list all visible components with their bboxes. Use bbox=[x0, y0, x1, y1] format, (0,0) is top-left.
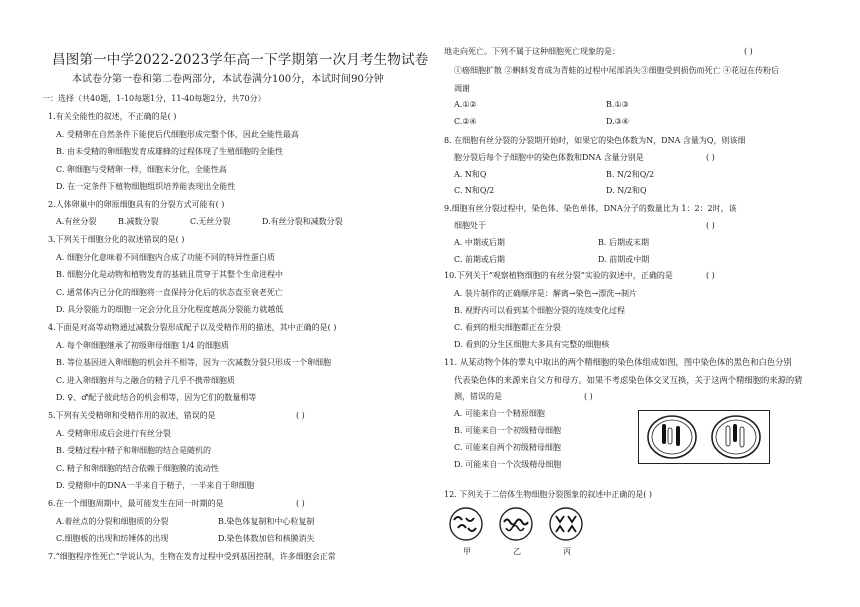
option-d: D.有丝分裂和减数分裂 bbox=[262, 217, 343, 226]
question-stem-cont: 代表染色体的来源来自父方和母方。如果不考虑染色体交叉互换，关于这两个精细胞的来源的猜 bbox=[454, 375, 803, 385]
option-a: A. 细胞分化意味着不同细胞内合成了功能不同的特异性蛋白质 bbox=[56, 253, 275, 262]
option-b: B. 后期或末期 bbox=[598, 238, 649, 247]
option-b: B. 等位基因进入卵细胞的机会并不相等，因为一次减数分裂只形成一个卵细胞 bbox=[56, 358, 331, 367]
question-stem: 4.下面是对高等动物通过减数分裂形成配子以及受精作用的描述，其中正确的是( ) bbox=[48, 323, 337, 332]
option-c: C. 通常体内已分化的细胞将一直保持分化后的状态直至衰老死亡 bbox=[56, 288, 283, 297]
option-c: C. 精子和卵细胞的结合依赖于细胞膜的流动性 bbox=[56, 464, 219, 473]
answer-paren: ( ) bbox=[584, 392, 593, 401]
question-stem: 7.“细胞程序性死亡”学说认为，生物在发育过程中受到基因控制，许多细胞会正常 bbox=[48, 552, 336, 561]
option-c: C. 卵细胞与受精卵一样，细胞未分化，全能性高 bbox=[56, 165, 227, 174]
option-a: A. 受精卵形成后会进行有丝分裂 bbox=[56, 429, 171, 438]
option-c: C.无丝分裂 bbox=[190, 217, 231, 226]
figure-label-bing: 丙 bbox=[563, 547, 571, 556]
option-d: D.染色体数加倍和核膜消失 bbox=[218, 534, 315, 543]
option-a: A. 可能来自一个精原细胞 bbox=[454, 409, 545, 418]
answer-paren: ( ) bbox=[706, 153, 715, 162]
option-d: D. 在一定条件下植物细胞组织培养能表现出全能性 bbox=[56, 182, 236, 191]
question-stem: 8. 在细胞有丝分裂的分裂期开始时，如果它的染色体数为N，DNA 含量为Q，则该细 bbox=[444, 136, 746, 145]
option-d: D. 具分裂能力的细胞一定会分化且分化程度越高分裂能力就越低 bbox=[56, 305, 284, 314]
question-stem-cont: 测，错误的是 bbox=[454, 392, 502, 401]
section-heading: 一：选择（共40题，1-10每题1分，11-40每题2分，共70分） bbox=[42, 94, 266, 103]
question-stem: 10.下列关于“观察植物细胞的有丝分裂”实验的叙述中，正确的是 bbox=[444, 271, 673, 280]
option-d: D. 可能来自一个次级精母细胞 bbox=[454, 460, 562, 469]
option-d: D. ♀、♂配子彼此结合的机会相等，因为它们的数量相等 bbox=[56, 393, 257, 402]
question-stem: 2.人体卵巢中的卵原细胞具有的分裂方式可能有( ) bbox=[48, 200, 225, 209]
option-a: A. N和Q bbox=[454, 170, 487, 179]
option-d: D. 受精卵中的DNA一半来自于精子，一半来自于卵细胞 bbox=[56, 481, 255, 490]
option-d: D.③④ bbox=[606, 117, 630, 126]
question-stem: 地走向死亡。下列不属于这种细胞死亡现象的是： bbox=[444, 47, 620, 56]
page-title: 昌图第一中学2022-2023学年高一下学期第一次月考生物试卷 bbox=[52, 52, 429, 68]
option-d: D. 看到的分生区细胞大多具有完整的细胞核 bbox=[454, 340, 610, 349]
option-c: C.②④ bbox=[454, 117, 477, 126]
exam-info: 本试卷分第一卷和第二卷两部分，本试卷满分100分，本试时间90分钟 bbox=[72, 74, 384, 85]
option-d: D. 前期或中期 bbox=[598, 255, 650, 264]
chromosome-black bbox=[733, 424, 737, 442]
answer-paren: ( ) bbox=[744, 47, 753, 56]
option-b: B. 细胞分化是动物和植物发育的基础且贯穿于其整个生命进程中 bbox=[56, 270, 283, 279]
cell-bing bbox=[550, 508, 582, 540]
answer-paren: ( ) bbox=[706, 221, 715, 230]
option-b: B. 可能来自一个初级精母细胞 bbox=[454, 426, 561, 435]
question-stem: 9.细胞有丝分裂过程中，染色体、染色单体，DNA分子的数量比为 1：2：2时，该 bbox=[444, 204, 737, 213]
sperm-cells-figure bbox=[638, 410, 770, 464]
question-stem: 11. 从某动物个体的睾丸中取出的两个精细胞的染色体组成如图，图中染色体的黑色和白色分别 bbox=[444, 357, 792, 367]
option-a: A. 每个卵细胞继承了初级卵母细胞 1/4 的细胞质 bbox=[56, 341, 229, 350]
chromosome-black bbox=[662, 424, 666, 444]
question-stem: 3.下列关于细胞分化的叙述错误的是( ) bbox=[48, 235, 185, 244]
chromosome-white bbox=[726, 426, 730, 446]
option-c: C. N和Q/2 bbox=[454, 186, 495, 195]
option-b: B. 视野内可以看到某个细胞分裂的连续变化过程 bbox=[454, 306, 625, 315]
figure-label-yi: 乙 bbox=[513, 547, 521, 556]
chromosome-white bbox=[668, 428, 672, 444]
cell-yi bbox=[500, 508, 532, 540]
option-a: A. 受精卵在自然条件下能使后代细胞形成完整个体，因此全能性最高 bbox=[56, 130, 299, 139]
option-a: A.①② bbox=[454, 100, 477, 109]
option-a: A.有丝分裂 bbox=[56, 217, 97, 226]
chromosome-black bbox=[676, 426, 680, 446]
question-stem-cont: 细胞处于 bbox=[454, 221, 486, 230]
question-stem: 5.下列有关受精卵和受精作用的叙述，错误的是 bbox=[48, 411, 216, 420]
answer-paren: ( ) bbox=[296, 499, 305, 508]
cell-jia bbox=[450, 508, 482, 540]
figure-label-jia: 甲 bbox=[463, 547, 471, 556]
option-d: D. N/2和Q bbox=[606, 186, 647, 195]
option-c: C. 可能来自两个初级精母细胞 bbox=[454, 443, 561, 452]
option-b: B. 由未受精的卵细胞发育成雄蜂的过程体现了生殖细胞的全能性 bbox=[56, 147, 283, 156]
option-b: B. N/2和Q/2 bbox=[606, 170, 655, 179]
option-b: B. 受精过程中精子和卵细胞的结合是随机的 bbox=[56, 446, 211, 455]
chromosome-white bbox=[740, 427, 744, 447]
option-b: B.①③ bbox=[606, 100, 629, 109]
option-b: B.染色体复制和中心粒复制 bbox=[218, 517, 315, 526]
option-c: C. 进入卵细胞并与之融合的精子几乎不携带细胞质 bbox=[56, 376, 235, 385]
figure-frame bbox=[639, 411, 770, 464]
question-stem-cont: 胞分裂后每个子细胞中的染色体数和DNA 含量分别是 bbox=[454, 153, 644, 162]
option-c: C.细胞板的出现和纺锤体的出现 bbox=[56, 534, 169, 543]
option-c: C. 看到的根尖细胞都正在分裂 bbox=[454, 323, 561, 332]
question-stem: 1.有关全能性的叙述，不正确的是( ) bbox=[48, 112, 177, 121]
option-c: C. 前期或后期 bbox=[454, 255, 505, 264]
question-stem: 6.在一个细胞周期中，最可能发生在同一时期的是 bbox=[48, 499, 224, 508]
option-a: A. 中期或后期 bbox=[454, 238, 505, 247]
answer-paren: ( ) bbox=[296, 411, 305, 420]
option-a: A. 装片制作的正确顺序是：解离→染色→漂洗→制片 bbox=[454, 289, 637, 298]
answer-paren: ( ) bbox=[706, 271, 715, 280]
option-a: A.着丝点的分裂和细胞质的分裂 bbox=[56, 517, 169, 526]
option-statements: ①癌细胞扩散 ②蝌蚪发育成为青蛙的过程中尾部消失③细胞受到损伤而死亡 ④花冠在传粉后 bbox=[454, 66, 780, 75]
option-statements-cont: 凋谢 bbox=[454, 84, 470, 93]
option-b: B.减数分裂 bbox=[118, 217, 159, 226]
question-stem: 12. 下列关于二倍体生物细胞分裂图象的叙述中正确的是( ) bbox=[444, 490, 653, 499]
